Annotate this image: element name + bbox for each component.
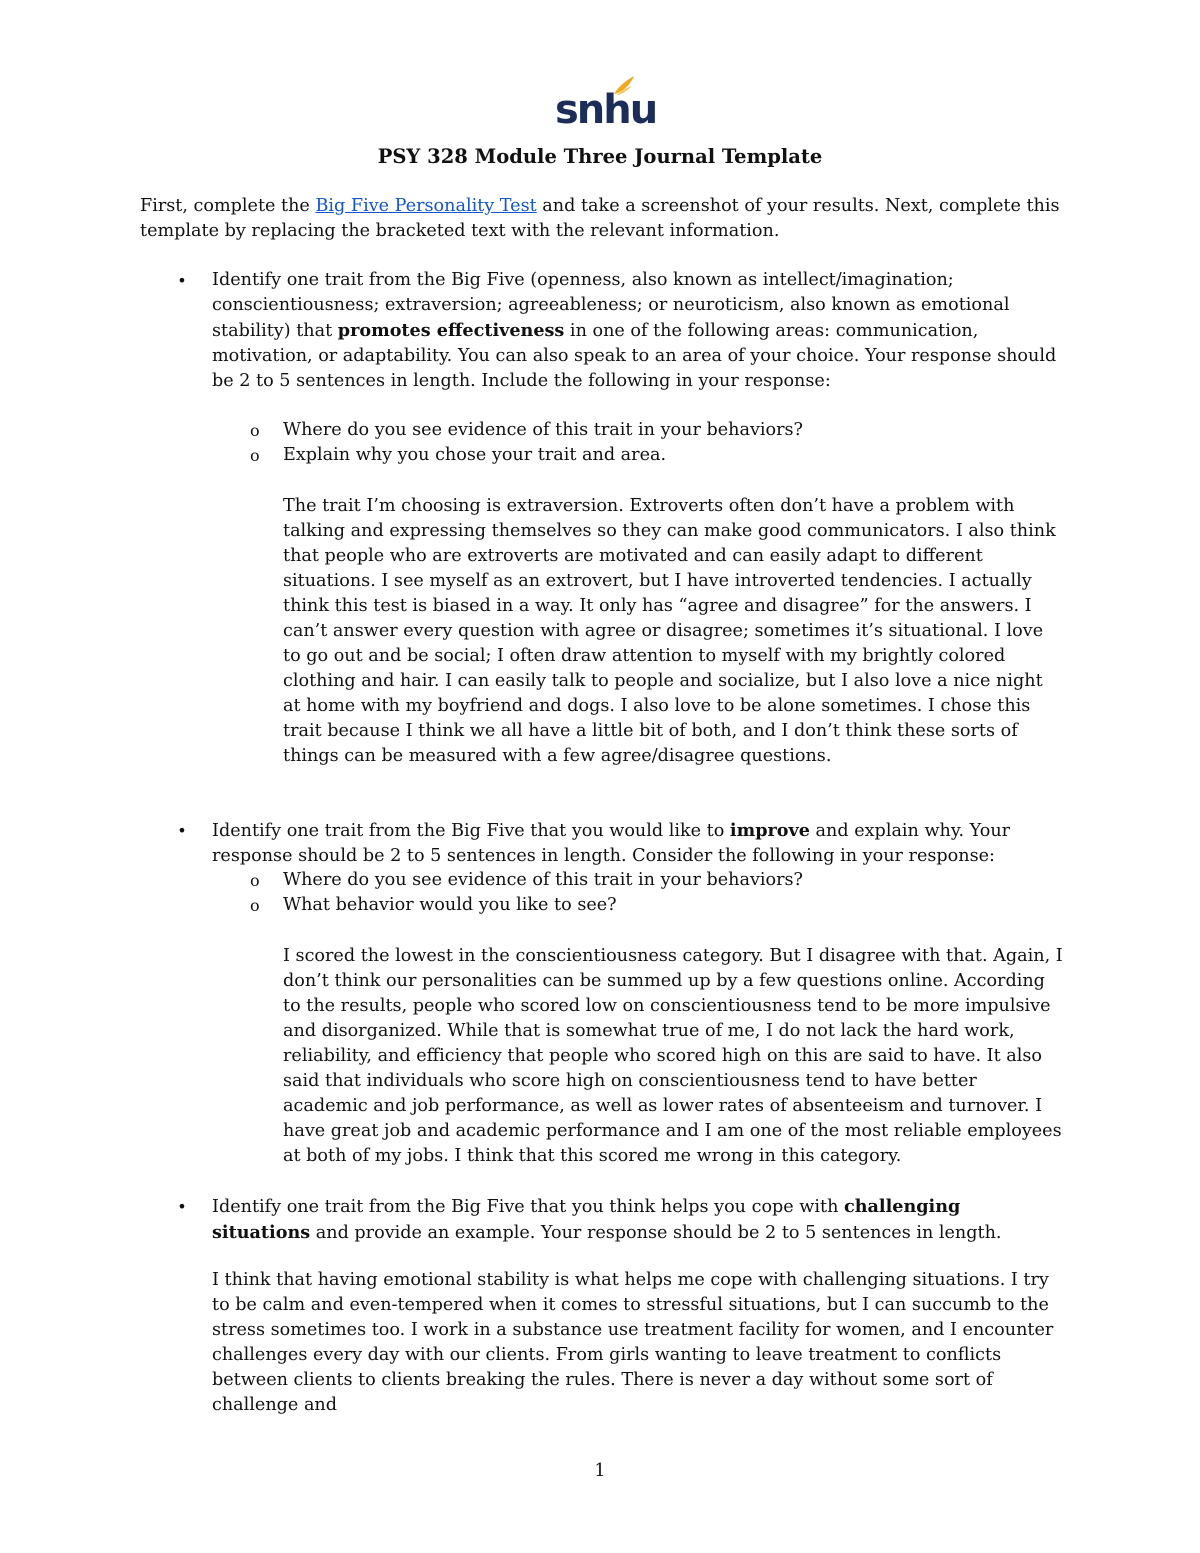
sub-bullet-icon: o	[250, 896, 260, 915]
sub-bullet-icon: o	[250, 421, 260, 440]
bullet-icon: •	[177, 821, 187, 840]
sub-item	[250, 443, 1063, 468]
prompt-improve	[177, 818, 1062, 869]
prompt-effectiveness	[177, 268, 1062, 394]
answer-challenging: I think that having emotional stability is what helps me cope with challenging situations. I try to be calm and even-tempered when it comes to stressful situations, but I can succumb to the stress sometimes too. I work in a substance use treatment facility for women, and I encounter challenges every day with our clients. From girls wanting to leave treatment to conflicts between clients to clients breaking the rules. There is never a day without some sort of challenge and	[212, 1270, 1054, 1415]
logo-wordmark: snhu	[555, 87, 657, 133]
prompt-text: in one of the following areas: communication, motivation, or adaptability. You can also speak to an area of your choice. Your response should be 2 to 5 sentences in length. Include the following in your response:	[212, 321, 1057, 391]
bullet-icon: •	[177, 271, 187, 290]
prompt-text: and explain why. Your response should be 2 to 5 sentences in length. Consider the following in your response:	[212, 821, 1011, 866]
sub-item	[250, 418, 1063, 443]
answer-improve: I scored the lowest in the conscientiousness category. But I disagree with that. Again, I don’t think our personalities can be summed up by a few questions online. According to the results, people who scored low on conscientiousness tend to be more impulsive and disorganized. While that is somewhat true of me, I do not lack the hard work, reliability, and efficiency that people who scored high on this are said to have. It also said that individuals who score high on conscientiousness tend to have better academic and job performance, as well as lower rates of absenteeism and turnover. I have great job and academic performance and I am one of the most reliable employees at both of my jobs. I think that this scored me wrong in this category.	[283, 946, 1063, 1166]
bullet-icon: •	[177, 1197, 187, 1216]
sub-item	[250, 868, 1063, 893]
prompt-emphasis: promotes effectiveness	[337, 320, 565, 341]
prompt-text: Identify one trait from the Big Five (openness, also known as intellect/imagination; conscientiousness; extraversion; agreeableness; or neuroticism, also known as emotional stability) that	[212, 270, 1010, 341]
sub-bullet-icon: o	[250, 871, 260, 890]
page-title: PSY 328 Module Three Journal Template	[377, 145, 823, 168]
prompt-emphasis: improve	[729, 820, 810, 841]
snhu-logo	[555, 74, 657, 133]
intro-text-start: First, complete the	[140, 196, 316, 216]
prompt-challenging	[177, 1194, 1062, 1246]
prompt-text: and provide an example. Your response should be 2 to 5 sentences in length.	[310, 1223, 1002, 1243]
intro-paragraph	[140, 194, 1060, 244]
prompt-emphasis: challenging situations	[212, 1196, 961, 1243]
big-five-test-link[interactable]: Big Five Personality Test	[315, 196, 537, 216]
sub-item-text: Where do you see evidence of this trait in your behaviors?	[283, 870, 803, 890]
prompt-text: Identify one trait from the Big Five that you would like to	[212, 821, 730, 841]
sub-bullet-icon: o	[250, 446, 260, 465]
sub-item	[250, 893, 1063, 918]
prompt-text: Identify one trait from the Big Five that you think helps you cope with	[212, 1197, 844, 1217]
sub-item-text: Explain why you chose your trait and area.	[283, 445, 667, 465]
sub-item-text: What behavior would you like to see?	[283, 895, 617, 915]
intro-text-end: and take a screenshot of your results. Next, complete this template by replacing the bracketed text with the relevant information.	[140, 196, 1060, 241]
answer-effectiveness: The trait I’m choosing is extraversion. Extroverts often don’t have a problem with talking and expressing themselves so they can make good communicators. I also think that people who are extroverts are motivated and can easily adapt to different situations. I see myself as an extrovert, but I have introverted tendencies. I actually think this test is biased in a way. It only has “agree and disagree” for the answers. I can’t answer every question with agree or disagree; sometimes it’s situational. I love to go out and be social; I often draw attention to myself with my brightly colored clothing and hair. I can easily talk to people and socialize, but I also love a nice night at home with my boyfriend and dogs. I also love to be alone sometimes. I chose this trait because I think we all have a little bit of both, and I don’t think these sorts of things can be measured with a few agree/disagree questions.	[283, 496, 1056, 766]
sub-item-text: Where do you see evidence of this trait in your behaviors?	[283, 420, 803, 440]
page-number: 1	[594, 1461, 606, 1481]
